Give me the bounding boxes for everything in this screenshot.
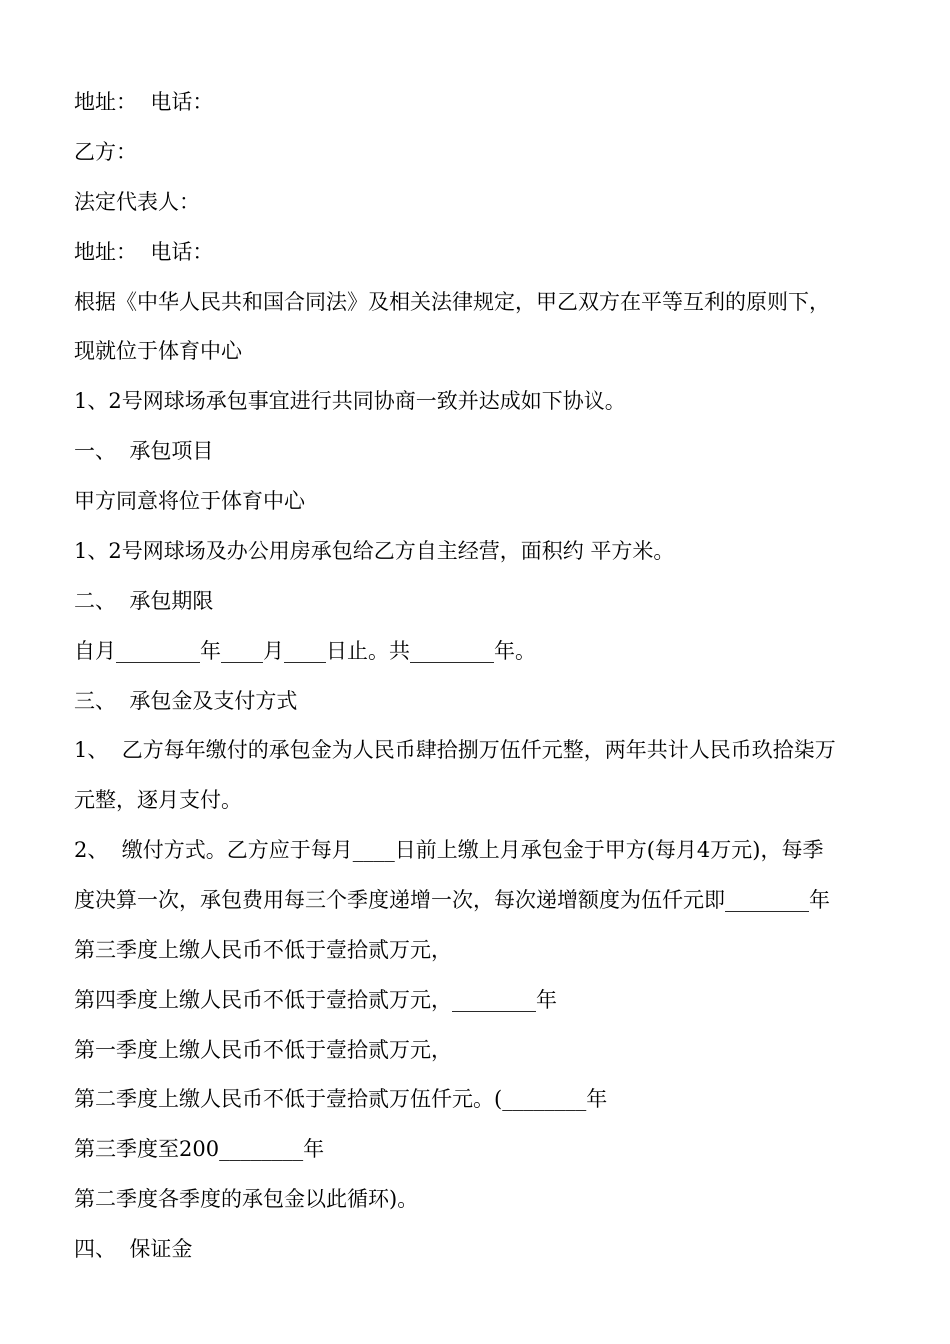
clause-3-1-line-1: 1、 乙方每年缴付的承包金为人民币肆拾捌万伍仟元整，两年共计人民币玖拾柒万 bbox=[74, 738, 836, 762]
section-heading-4: 四、 保证金 bbox=[74, 1237, 193, 1261]
section-2-line-1: 自月________年____月____日止。共________年。 bbox=[74, 639, 536, 663]
legal-representative: 法定代表人： bbox=[74, 190, 200, 214]
preamble-line-3: 1、2号网球场承包事宜进行共同协商一致并达成如下协议。 bbox=[74, 389, 626, 413]
party-a-address-phone: 地址： 电话： bbox=[74, 90, 214, 114]
section-1-line-2: 1、2号网球场及办公用房承包给乙方自主经营，面积约 平方米。 bbox=[74, 539, 675, 563]
party-b-address-phone: 地址： 电话： bbox=[74, 240, 214, 264]
section-heading-1: 一、 承包项目 bbox=[74, 439, 214, 463]
clause-3-2-line-4: 第四季度上缴人民币不低于壹拾贰万元，________年 bbox=[74, 988, 557, 1012]
clause-3-2-line-5: 第一季度上缴人民币不低于壹拾贰万元， bbox=[74, 1038, 452, 1062]
clause-3-2-line-1: 2、 缴付方式。乙方应于每月____日前上缴上月承包金于甲方(每月4万元)，每季 bbox=[74, 838, 824, 862]
party-b: 乙方： bbox=[74, 140, 137, 164]
clause-3-2-line-6: 第二季度上缴人民币不低于壹拾贰万伍仟元。(________年 bbox=[74, 1087, 608, 1111]
clause-3-1-line-2: 元整，逐月支付。 bbox=[74, 788, 242, 812]
preamble-line-2: 现就位于体育中心 bbox=[74, 339, 242, 363]
clause-3-2-line-3: 第三季度上缴人民币不低于壹拾贰万元， bbox=[74, 938, 452, 962]
clause-3-2-line-7: 第三季度至200________年 bbox=[74, 1137, 325, 1161]
clause-3-2-line-2: 度决算一次，承包费用每三个季度递增一次，每次递增额度为伍仟元即________年 bbox=[74, 888, 830, 912]
preamble-line-1: 根据《中华人民共和国合同法》及相关法律规定，甲乙双方在平等互利的原则下， bbox=[74, 290, 830, 314]
section-1-line-1: 甲方同意将位于体育中心 bbox=[74, 489, 305, 513]
clause-3-2-line-8: 第二季度各季度的承包金以此循环)。 bbox=[74, 1187, 419, 1211]
section-heading-3: 三、 承包金及支付方式 bbox=[74, 689, 298, 713]
section-heading-2: 二、 承包期限 bbox=[74, 589, 214, 613]
